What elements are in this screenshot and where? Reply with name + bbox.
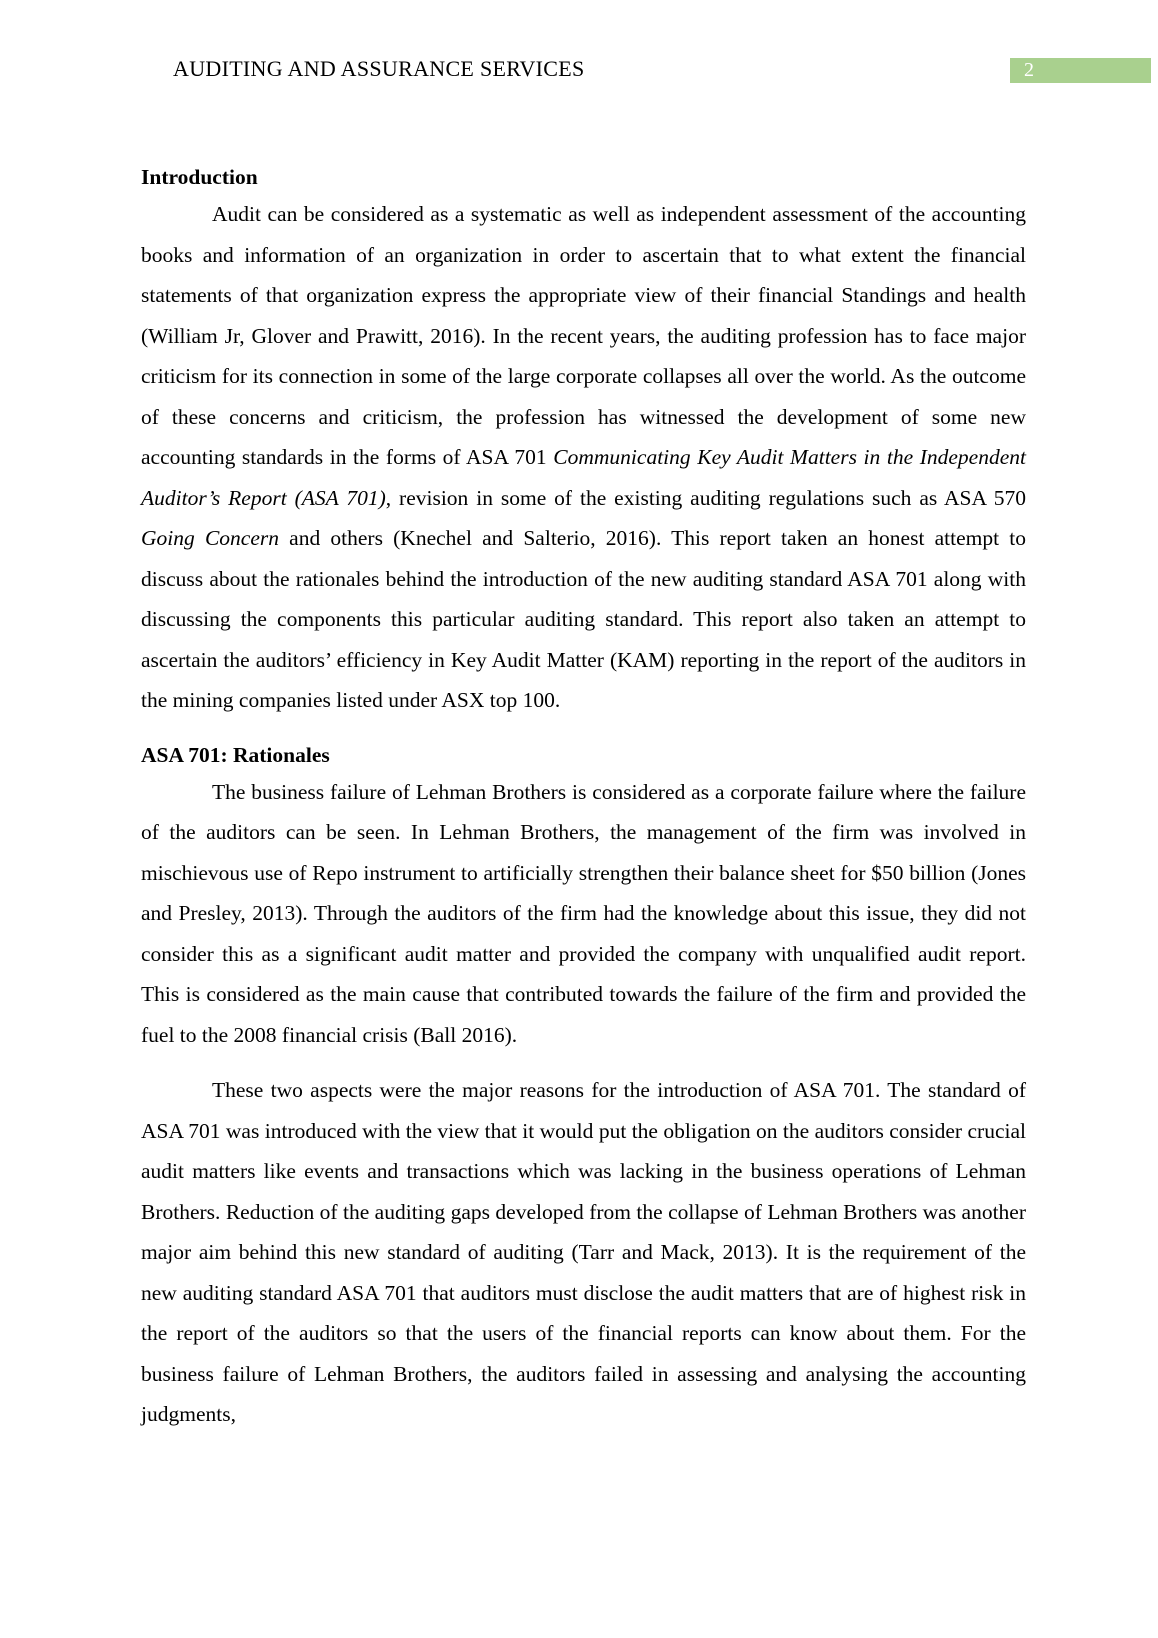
intro-text-part-2: , revision in some of the existing auditing regulations such as ASA 570	[385, 485, 1026, 510]
rationales-heading: ASA 701: Rationales	[141, 742, 330, 767]
introduction-heading: Introduction	[141, 165, 258, 189]
intro-text-part-3: and others (Knechel and Salterio, 2016). This report taken an honest attempt to discuss about the rationales behind the introduction of the new auditing standard ASA 701 along with discussing the components this particular auditing standard. This report also taken an attempt to ascertain the auditors’ efficiency in Key Audit Matter (KAM) reporting in the report of the auditors in the mining companies listed under ASX top 100.	[141, 526, 1026, 712]
intro-italic-going-concern: Going Concern	[141, 526, 279, 550]
page-number-badge: 2	[1010, 58, 1151, 83]
rationales-paragraph-2: These two aspects were the major reasons for the introduction of ASA 701. The standard of ASA 701 was introduced with the view that it would put the obligation on the auditors consider crucial audit matters like events and transactions which was lacking in the business operations of Lehman Brothers. Reduction of the auditing gaps developed from the collapse of Lehman Brothers was another major aim behind this new standard of auditing (Tarr and Mack, 2013). It is the requirement of the new auditing standard ASA 701 that auditors must disclose the audit matters that are of highest risk in the report of the auditors so that the users of the financial reports can know about them. For the business failure of Lehman Brothers, the auditors failed in assessing and analysing the accounting judgments,	[141, 1078, 1026, 1426]
document-body	[141, 160, 1026, 1435]
introduction-paragraph	[141, 194, 1026, 721]
running-header-title: AUDITING AND ASSURANCE SERVICES	[173, 56, 585, 81]
intro-text-part-1: Audit can be considered as a systematic as well as independent assessment of the accounting books and information of an organization in order to ascertain that to what extent the financial statements of that organization express the appropriate view of their financial Standings and health (William Jr, Glover and Prawitt, 2016). In the recent years, the auditing profession has to face major criticism for its connection in some of the large corporate collapses all over the world. As the outcome of these concerns and criticism, the profession has witnessed the development of some new accounting standards in the forms of ASA 701	[141, 202, 1026, 469]
rationales-paragraph-1: The business failure of Lehman Brothers is considered as a corporate failure where the failure of the auditors can be seen. In Lehman Brothers, the management of the firm was involved in mischievous use of Repo instrument to artificially strengthen their balance sheet for $50 billion (Jones and Presley, 2013). Through the auditors of the firm had the knowledge about this issue, they did not consider this as a significant audit matter and provided the company with unqualified audit report. This is considered as the main cause that contributed towards the failure of the firm and provided the fuel to the 2008 financial crisis (Ball 2016).	[141, 779, 1026, 1047]
intro-italic-standard-title: Communicating Key Audit Matters in the Independent Auditor’s Report (ASA 701)	[141, 445, 1026, 510]
